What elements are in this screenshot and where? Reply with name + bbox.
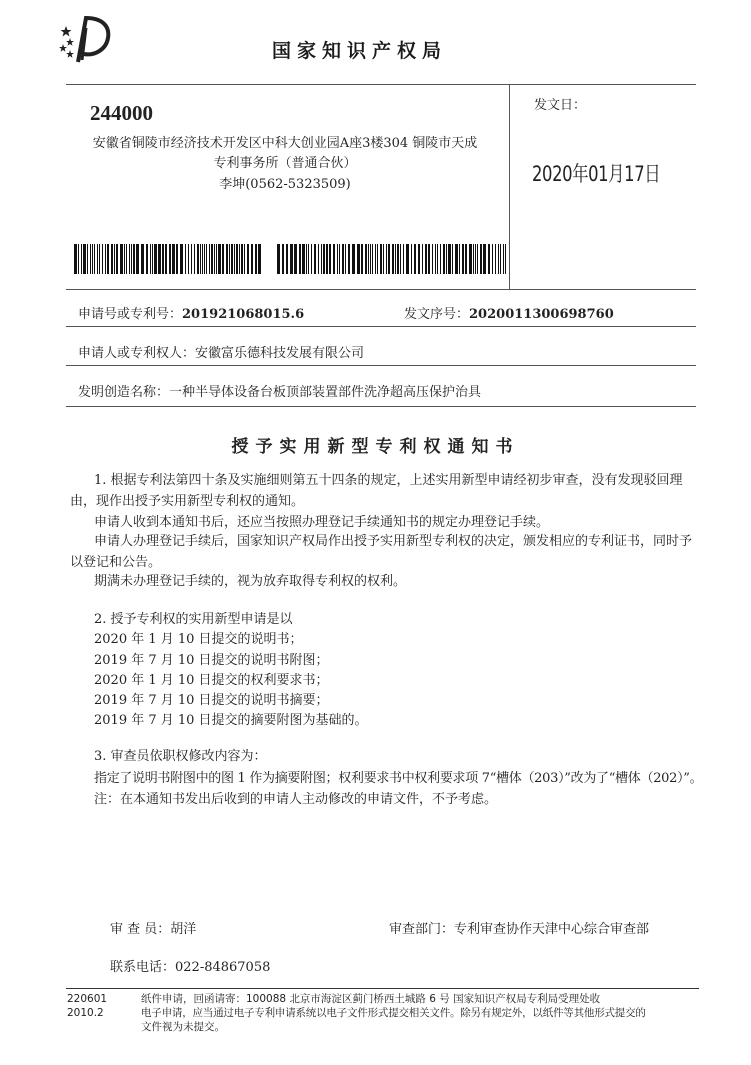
form-version: 2010.2 [67,1007,104,1019]
barcode-icon [74,244,261,274]
barcode-bar [342,244,344,274]
barcode-bar [129,244,130,274]
barcode-bar [473,244,474,274]
barcode-bar [162,244,164,274]
barcode-bar [314,244,316,274]
barcode-bar [133,244,135,274]
divider [66,289,696,290]
barcode-bar [480,244,482,274]
examination-department: 审查部门：专利审查协作天津中心综合审查部 [389,922,650,937]
barcode-bar [500,244,501,274]
barcode-bar [218,244,221,274]
barcode-bar [136,244,139,274]
barcode-bar [475,244,476,274]
barcode-bar [226,244,228,274]
barcode-bar [428,244,430,274]
barcode-bar [176,244,178,274]
serial-number-label: 发文序号： [404,307,470,322]
issue-date-label: 发文日： [534,98,587,113]
form-code: 220601 [67,993,108,1005]
barcode-bar [191,244,192,274]
barcode-bar [172,244,175,274]
barcode-bar [244,244,245,274]
barcode-bar [446,244,447,274]
barcode-bar [375,244,376,274]
barcode-bar [321,244,322,274]
barcode-bar [124,244,125,274]
barcode-bar [448,244,451,274]
barcode-bar [150,244,151,274]
barcode-bar [414,244,416,274]
barcode-bar [229,244,230,274]
barcode-bar [209,244,210,274]
barcode-bar [437,244,438,274]
barcode-bar [231,244,233,274]
barcode-bar [452,244,453,274]
barcode-bar [105,244,106,274]
list-item: 2019 年 7 月 10 日提交的摘要附图为基础的。 [94,713,368,728]
barcode-bar [435,244,436,274]
barcode-bar [200,244,201,274]
barcode-bar [92,244,93,274]
barcode-bar [87,244,88,274]
barcode-bar [380,244,382,274]
paragraph: 1. 根据专利法第四十条及实施细则第五十四条的规定，上述实用新型申请经初步审查，没有发现驳回理由，现作出授予实用新型专利权的通知。 [70,473,683,509]
invention-title-value: 一种半导体设备台板顶部装置部件洗净超高压保护治具 [169,385,482,400]
divider-vertical [509,85,510,289]
barcode-bar [337,244,338,274]
application-number [78,303,304,322]
barcode-bar [247,244,249,274]
address-line: 专利事务所（普通合伙） [213,156,357,171]
contact-phone: 联系电话：022-84867058 [110,960,271,975]
barcode-bar [397,244,399,274]
barcode-bar [165,244,167,274]
barcode-bar [99,244,100,274]
barcode-bar [372,244,373,274]
barcode-bar [146,244,148,274]
barcode-bar [251,244,253,274]
barcode-bar [116,244,118,274]
barcode-bar [352,244,355,274]
modification-line: 指定了说明书附图中的图 1 作为摘要附图；权利要求书中权利要求项 7“槽体（203）”改为了“槽体（202）”。 [94,771,703,786]
footer-line: 文件视为未提交。 [141,1021,225,1033]
barcode-bar [365,244,367,274]
barcode-bar [94,244,95,274]
barcode-bar [308,244,309,274]
barcode-bar [102,244,103,274]
invention-title [78,381,481,400]
invention-title-label: 发明创造名称： [78,385,170,400]
barcode-bar [78,244,79,274]
barcode-bar [503,244,504,274]
barcode-bar [239,244,240,274]
barcode-bar [90,244,91,274]
divider [66,406,696,407]
barcode-bar [214,244,215,274]
patent-owner-value: 安徽富乐德科技发展有限公司 [195,346,365,361]
barcode-bar [323,244,325,274]
application-number-label: 申请号或专利号： [78,307,183,322]
barcode-bar [277,244,280,274]
barcode-bar [403,244,404,274]
barcode-bar [505,244,506,274]
barcode-bar [345,244,346,274]
barcode-bar [236,244,238,274]
barcode-bar [241,244,243,274]
barcode-bar [282,244,284,274]
barcode-bar [302,244,305,274]
paragraph: 申请人办理登记手续后，国家知识产权局作出授予实用新型专利权的决定，颁发相应的专利证书，同时予以登记和公告。 [70,534,693,570]
cnipa-logo-icon [58,14,114,66]
paragraph: 期满未办理登记手续的，视为放弃取得专利权的权利。 [94,574,407,589]
barcode-bar [386,244,387,274]
barcode-bar [495,244,496,274]
barcode-bar [411,244,412,274]
barcode-bar [383,244,384,274]
barcode-bar [294,244,297,274]
address-line: 安徽省铜陵市经济技术开发区中科大创业园A座3楼304 铜陵市天成 [92,136,478,151]
barcode-bar [258,244,261,274]
barcode-bar [432,244,433,274]
contact-line: 李坤(0562-5323509) [219,177,351,192]
barcode-bar [333,244,335,274]
barcode-bar [234,244,235,274]
postcode: 244000 [90,101,153,125]
barcode-bar [152,244,153,274]
barcode-bar [107,244,109,274]
barcode-bar [329,244,331,274]
barcode-bar [154,244,157,274]
barcode-bar [202,244,203,274]
barcode-bar [462,244,464,274]
issue-date: 2020年01月17日 [532,162,661,186]
barcode-bar [348,244,350,274]
barcode-bar [483,244,486,274]
barcode-bar [255,244,257,274]
barcode-bar [418,244,420,274]
barcode-bar [492,244,493,274]
barcode-bar [377,244,378,274]
section-title: 3. 审查员依职权修改内容为： [94,749,267,764]
barcode-bar [395,244,396,274]
barcode-bar [290,244,293,274]
barcode-bar [357,244,360,274]
list-item: 2020 年 1 月 10 日提交的说明书； [94,632,303,647]
list-item: 2019 年 7 月 10 日提交的说明书摘要； [94,693,329,708]
barcode-bar [216,244,217,274]
barcode-bar [498,244,499,274]
barcode-bar [74,244,77,274]
barcode-bar [368,244,369,274]
barcode-bar [204,244,205,274]
org-name: 国家知识产权局 [272,40,448,62]
barcode-bar [370,244,371,274]
barcode-bar [188,244,189,274]
barcode-bar [286,244,288,274]
barcode-bar [306,244,307,274]
barcode-bar [114,244,115,274]
divider [66,84,696,85]
barcode-bar [158,244,161,274]
barcode-bar [477,244,478,274]
barcode-bar [211,244,213,274]
barcode-bar [111,244,113,274]
barcode-bar [81,244,82,274]
barcode-bar [422,244,423,274]
barcode-bar [459,244,460,274]
barcode-bar [455,244,458,274]
patent-owner [78,342,364,361]
barcode-bar [83,244,86,274]
barcode-bar [299,244,301,274]
section-title: 2. 授予专利权的实用新型申请是以 [94,612,293,627]
list-item: 2019 年 7 月 10 日提交的说明书附图； [94,653,329,668]
list-item: 2020 年 1 月 10 日提交的权利要求书； [94,673,329,688]
footer-line: 电子申请，应当通过电子专利申请系统以电子文件形式提交相关文件。除另有规定外，以纸件等其他形式提交的 [141,1007,646,1019]
barcode-bar [141,244,144,274]
barcode-bar [488,244,490,274]
barcode-bar [406,244,409,274]
divider [66,365,696,366]
barcode-bar [194,244,195,274]
barcode-bar [469,244,472,274]
barcode-bar [326,244,328,274]
barcode-bar [131,244,132,274]
barcode-bar [120,244,123,274]
barcode-bar [400,244,401,274]
barcode-bar [392,244,394,274]
barcode-bar [465,244,467,274]
barcode-bar [180,244,183,274]
barcode-bar [443,244,445,274]
application-number-value: 201921068015.6 [182,307,305,322]
barcode-bar [311,244,312,274]
notice-title: 授予实用新型专利权通知书 [231,437,520,457]
serial-number [404,303,614,322]
serial-number-value: 2020011300698760 [469,307,614,322]
patent-owner-label: 申请人或专利权人： [78,346,196,361]
barcode-bar [440,244,441,274]
divider [66,326,696,327]
examiner: 审 查 员：胡洋 [110,922,197,937]
note-line: 注：在本通知书发出后收到的申请人主动修改的申请文件，不予考虑。 [94,792,498,807]
barcode-bar [169,244,171,274]
barcode-bar [339,244,340,274]
barcode-bar [425,244,427,274]
paragraph: 申请人收到本通知书后，还应当按照办理登记手续通知书的规定办理登记手续。 [94,515,550,530]
barcode-bar [318,244,319,274]
barcode-bar [197,244,199,274]
barcode-bar [97,244,98,274]
barcode-bar [185,244,186,274]
barcode-bar [361,244,363,274]
barcode-bar [126,244,127,274]
divider [66,988,699,989]
barcode-bar [222,244,224,274]
footer-line: 纸件申请，回函请寄：100088 北京市海淀区蓟门桥西土城路 6 号 国家知识产权局专利局受理处收 [141,993,601,1005]
barcode-bar [206,244,207,274]
barcode-bar [388,244,390,274]
barcode-icon [277,244,507,274]
